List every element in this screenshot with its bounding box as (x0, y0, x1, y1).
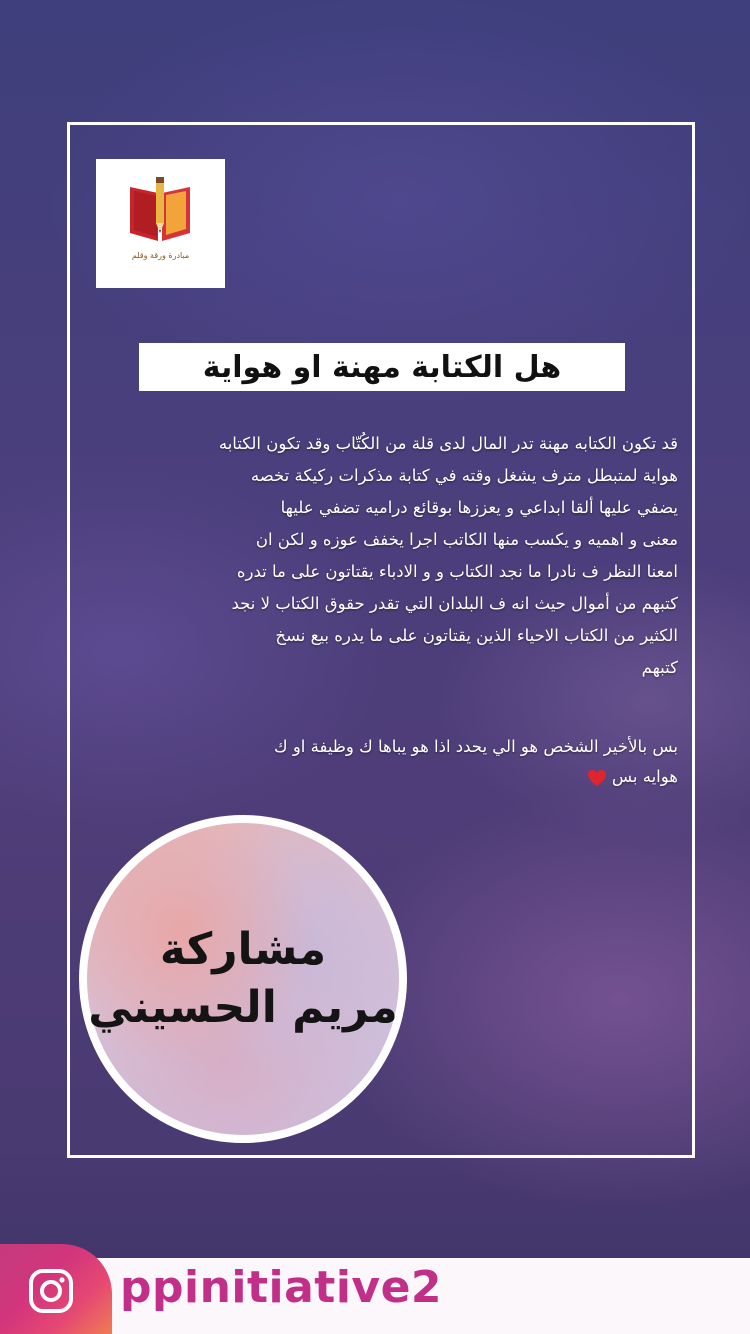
article-body (86, 428, 678, 684)
closing-line-2 (86, 762, 678, 792)
body-line: هواية لمتبطل مترف يشغل وقته في كتابة مذكرات ركيكة تخصه (250, 466, 678, 485)
body-line: كتبهم (641, 658, 678, 677)
logo-caption: مبادرة ورقة وقلم (131, 251, 190, 260)
contributor-name: مريم الحسيني (88, 982, 398, 1033)
body-line: امعنا النظر ف نادرا ما نجد الكتاب و و الادباء يقتاتون على ما تدره (236, 562, 678, 581)
closing-line: بس بالأخير الشخص هو الي يحدد اذا هو يباها ك وظيفة او ك (273, 737, 678, 756)
book-pencil-icon (126, 173, 194, 245)
instagram-handle[interactable]: ppinitiative2 (120, 1262, 443, 1313)
badge-label: مشاركة (159, 924, 327, 975)
body-line: الكثير من الكتاب الاحياء الذين يقتاتون على ما يدره بيع نسخ (275, 626, 678, 645)
body-line: معنى و اهميه و يكسب منها الكاتب اجرا يخفف عوزه و لكن ان (255, 530, 678, 549)
body-line: قد تكون الكتابه مهنة تدر المال لدى قلة من الكُتّاب وقد تكون الكتابه (218, 434, 678, 453)
page-title: هل الكتابة مهنة او هواية (202, 349, 562, 385)
title-banner (139, 343, 625, 391)
initiative-logo (96, 159, 225, 288)
body-line: يضفي عليها ألقا ابداعي و يعززها بوقائع دراميه تضفي عليها (280, 498, 678, 517)
instagram-icon[interactable] (28, 1268, 74, 1314)
heart-icon (587, 769, 607, 787)
closing-line-text: هوايه بس (611, 767, 678, 786)
closing-remark (86, 732, 678, 792)
contributor-badge (79, 815, 407, 1143)
body-line: كتبهم من أموال حيث انه ف البلدان التي تقدر حقوق الكتاب لا نجد (231, 594, 678, 613)
